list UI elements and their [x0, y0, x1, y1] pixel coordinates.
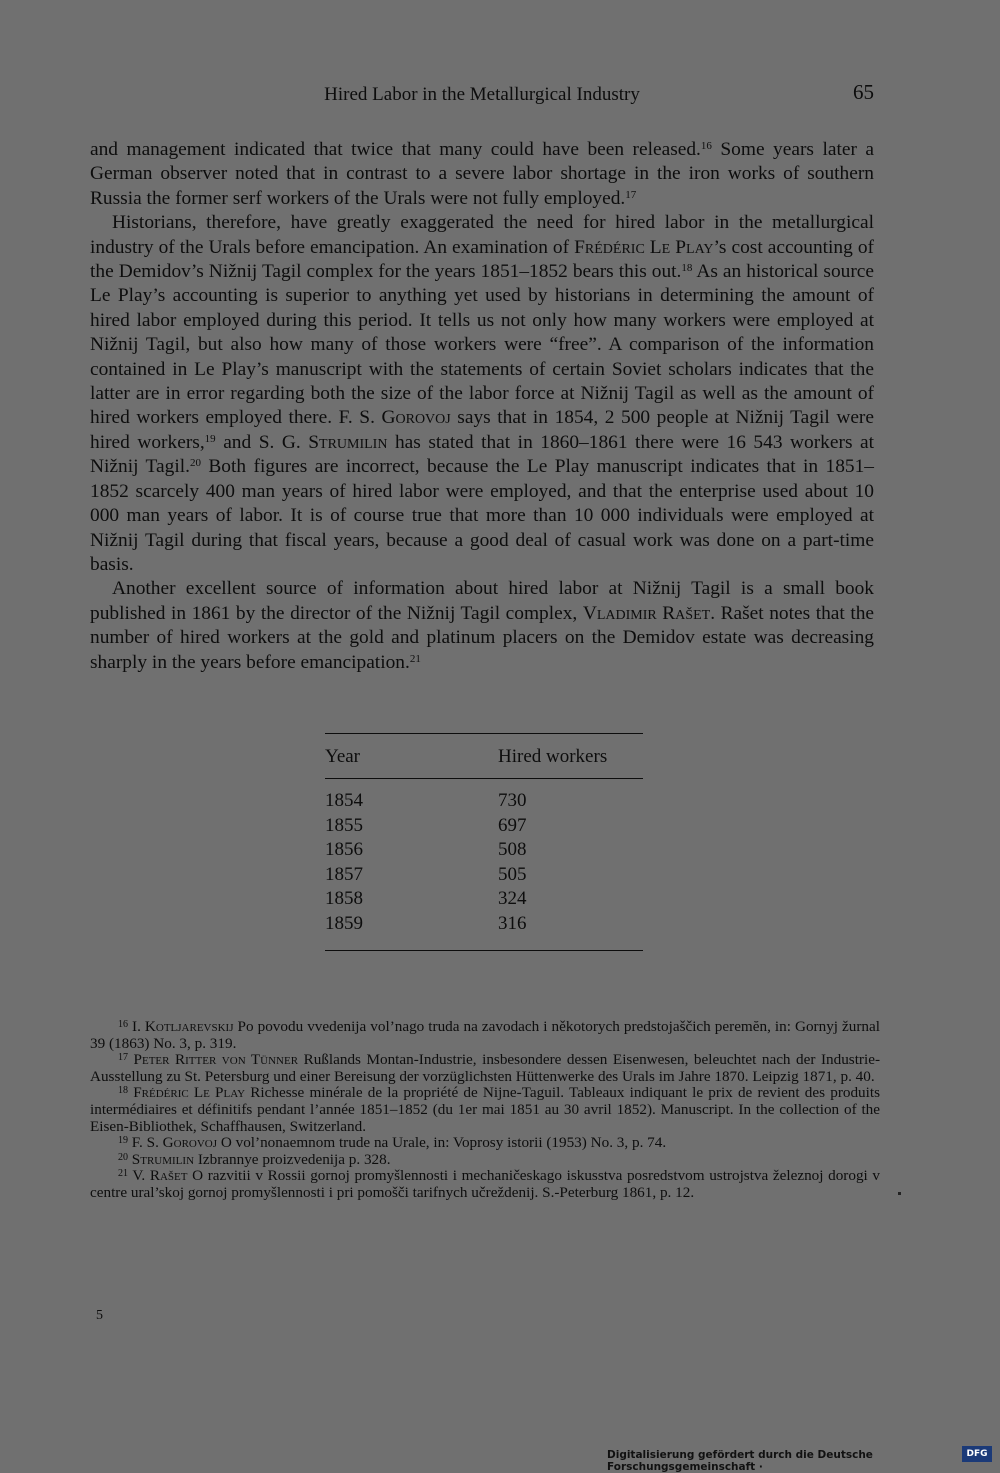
text-run: V. — [128, 1167, 150, 1185]
cell-hired-workers: 697 — [498, 814, 527, 836]
author-name: Strumilin — [308, 431, 388, 453]
footnote-ref-16: 16 — [700, 140, 712, 152]
cell-hired-workers: 508 — [498, 839, 527, 860]
text-run: Richesse minérale de la propriété de Nijne-Taguil. Tableaux indiquant le prix de revient des produits intermédiaires et définitifs pendant l’année 1851–1852 (du 1er mai 1851 au 30 avril 1852). Manuscript. In the collection of the Eisen-Bibliothek, Schaffhausen, Switzerland. — [90, 1084, 881, 1135]
footnote-21 — [90, 1168, 880, 1201]
cell-year: 1858 — [325, 888, 363, 909]
author-name: Gorovoj — [162, 1134, 218, 1152]
text-run: Po povodu vvedenija vol’nago truda na zavodach i někotorych predstojaščich peremĕn, in: Gornyj žurnal 39 (1863) No. 3, p. 319. — [90, 1018, 880, 1052]
text-run: Historians, therefore, have greatly exaggerated the need for hired labor in the metallurgical industry of the Urals before emancipation. An examination of — [90, 212, 874, 258]
table-row — [325, 814, 643, 839]
author-name: Frédéric Le Play — [133, 1084, 246, 1102]
cell-hired-workers: 316 — [498, 912, 527, 934]
text-run: Both figures are incorrect, because the Le Play manuscript indicates that in 1851–1852 scarcely 400 man years of hired labor were employed, and that the enterprise used about 10 000 man years of labor. It is of course true that more than 10 000 individuals were employed at Nižnij Tagil during that fiscal years, because a good deal of casual work was done on a part-time basis. — [90, 456, 874, 575]
body-text — [90, 138, 874, 675]
digitization-notice: Digitalisierung gefördert durch die Deutsche Forschungsgemeinschaft · — [607, 1449, 873, 1473]
table-row — [325, 789, 643, 814]
author-name: Peter Ritter von Tünner — [133, 1051, 299, 1069]
footnote-18 — [90, 1085, 880, 1135]
text-run: Another excellent source of information about hired labor at Nižnij Tagil is a small book published in 1861 by the director of the Nižnij Tagil complex, — [90, 578, 874, 624]
text-run: says that in 1854, 2 500 people at Nižnij Tagil were hired workers, — [90, 407, 874, 453]
text-run: ’s cost accounting of the Demidov’s Nižnij Tagil complex for the years 1851–1852 bears this out. — [90, 236, 874, 283]
scan-artifact — [898, 1192, 901, 1195]
text-run: Rußlands Montan-Industrie, insbesondere dessen Eisenwesen, beleuchtet nach der Industrie-Ausstellung zu St. Petersburg und einer Bereisung der vorzüglichsten Hüttenwerke des Urals im Jahre 1870. Leipzig 1871, p. 40. — [90, 1051, 881, 1085]
footnote-number: 20 — [118, 1151, 128, 1163]
footnote-ref-21: 21 — [409, 652, 421, 665]
cell-hired-workers: 730 — [498, 790, 527, 811]
cell-hired-workers: 505 — [498, 863, 527, 885]
footnote-ref-18: 18 — [681, 262, 693, 275]
cell-year: 1859 — [325, 912, 363, 934]
footnote-ref-19: 19 — [204, 432, 216, 445]
footnote-16 — [90, 1019, 880, 1052]
footnote-19 — [90, 1135, 880, 1152]
dfg-logo: DFG — [962, 1446, 992, 1462]
paragraph-2 — [90, 211, 874, 577]
footnotes — [90, 1019, 880, 1202]
footnote-number: 17 — [118, 1052, 128, 1064]
text-run: As an historical source Le Play’s accounting is superior to anything yet used by historians in determining the amount of hired labor employed during this period. It tells us not only how many workers were employed at Nižnij Tagil, but also how many of those workers were “free”. A comparison of the information contained in Le Play’s manuscript with the statements of certain Soviet scholars indicates that the latter are in error regarding both the size of the labor force at Nižnij Tagil as well as the amount of hired workers employed there. F. S. — [90, 261, 874, 429]
text-run: has stated that in 1860–1861 there were 16 543 workers at Nižnij Tagil. — [90, 431, 874, 478]
hired-workers-table — [325, 733, 643, 951]
table-header-row — [325, 734, 643, 779]
paragraph-3 — [90, 577, 874, 675]
footnote-ref-17: 17 — [625, 188, 637, 201]
footnote-number: 21 — [118, 1168, 128, 1180]
table-row — [325, 838, 643, 863]
text-run: and management indicated that twice that many could have been released. — [90, 139, 701, 160]
column-header-year: Year — [325, 746, 361, 767]
cell-year: 1854 — [325, 790, 363, 811]
text-run: I. — [128, 1018, 145, 1035]
table-row — [325, 863, 643, 888]
footnote-17 — [90, 1052, 880, 1085]
column-header-hired-workers: Hired workers — [498, 746, 608, 767]
author-name: Gorovoj — [381, 407, 451, 429]
cell-hired-workers: 324 — [498, 888, 527, 909]
text-run: and S. G. — [215, 431, 309, 453]
author-name: Vladimir Rašet — [582, 602, 711, 624]
table-body — [325, 779, 643, 950]
text-run: O razvitii v Rossii gornoj promyšlennosti i mechaničeskago iskusstva posredstvom ustrojstva železnoj dorogi v centre ural’skoj gornoj promyšlennosti i pri pomošči tarifnych učreždenij. S.-Peterburg 1861, p. 12. — [90, 1167, 881, 1201]
page-number: 65 — [853, 80, 874, 104]
footnote-number: 18 — [118, 1085, 128, 1097]
text-run: Izbrannye proizvedenija p. 328. — [194, 1150, 391, 1168]
author-name: Kotljarevskij — [144, 1018, 234, 1035]
table-row — [325, 912, 643, 937]
author-name: Rašet — [149, 1167, 188, 1185]
text-run: F. S. — [128, 1134, 163, 1152]
text-run: O vol’nonaemnom trude na Urale, in: Voprosy istorii (1953) No. 3, p. 74. — [217, 1134, 667, 1152]
text-run: Some years later a German observer noted that in contrast to a severe labor shortage in the iron works of southern Russia the former serf workers of the Urals were not fully employed. — [90, 139, 874, 209]
cell-year: 1856 — [325, 839, 363, 860]
author-name: Frédéric Le Play — [574, 236, 714, 258]
author-name: Strumilin — [131, 1150, 195, 1168]
cell-year: 1855 — [325, 814, 363, 836]
paragraph-1 — [90, 138, 874, 211]
running-header: Hired Labor in the Metallurgical Industry — [324, 84, 640, 105]
text-run: . Rašet notes that the number of hired workers at the gold and platinum placers on the Demidov estate was decreasing sharply in the years before emancipation. — [90, 602, 875, 673]
footnote-number: 19 — [118, 1135, 128, 1147]
footnote-20 — [90, 1152, 880, 1169]
footnote-ref-20: 20 — [189, 457, 201, 470]
sheet-number: 5 — [96, 1308, 103, 1323]
table-row — [325, 887, 643, 912]
cell-year: 1857 — [325, 863, 363, 885]
footnote-number: 16 — [118, 1019, 128, 1030]
